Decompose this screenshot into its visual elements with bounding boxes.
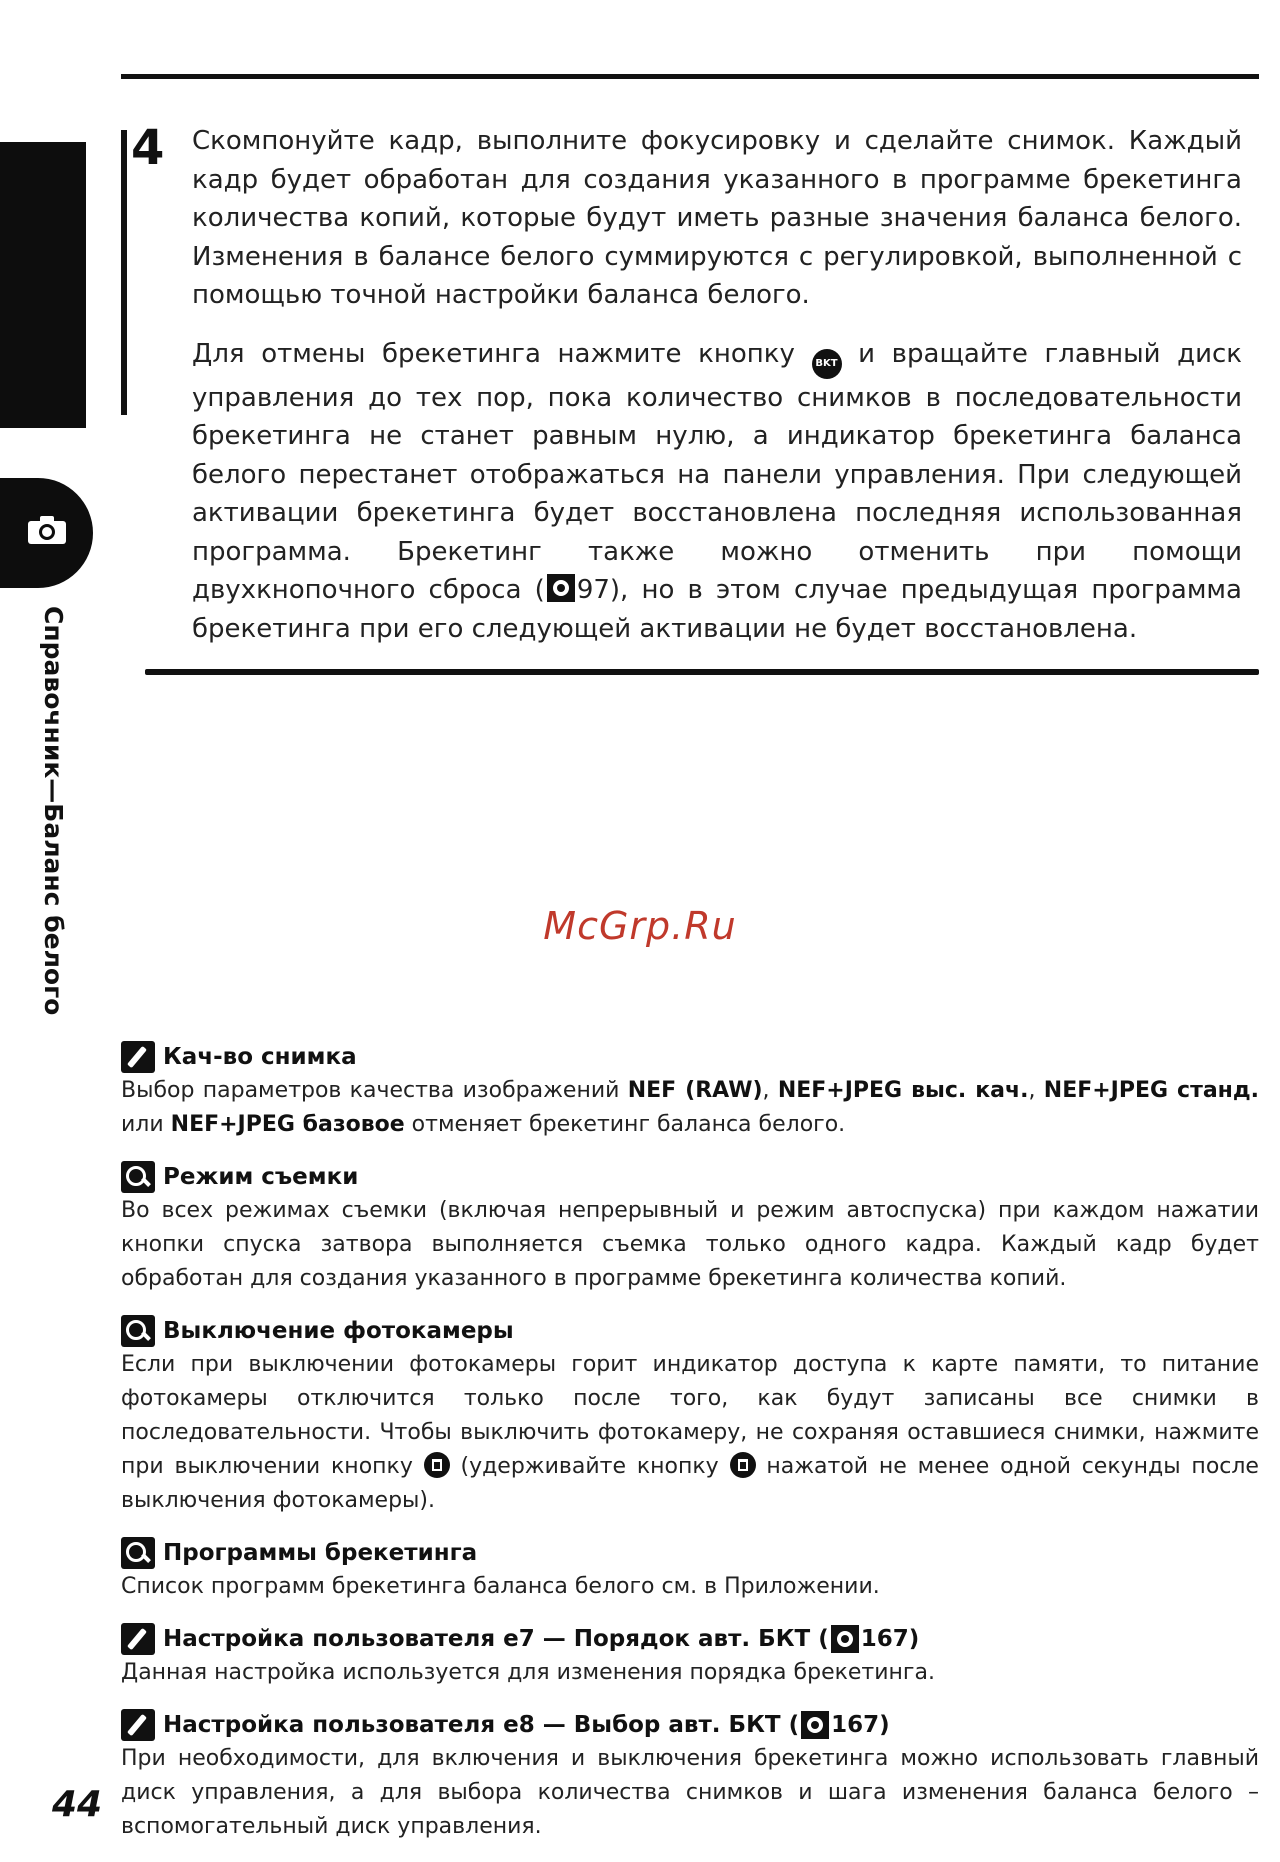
section-tab [0, 478, 93, 588]
page-reference-icon [801, 1711, 829, 1739]
note-body: Если при выключении фотокамеры горит индикатор доступа к карте памяти, то питание фотокамеры отключится только после того, как будут записаны все снимки в последовательности. Чтобы выключить фотокамеру, не сохраняя оставшиеся снимки, нажмите при выключении кнопку (удерживайте кнопку нажатой не менее одной секунды после выключения фотокамеры). [121, 1352, 1259, 1513]
step-text-part-c: ), но в этом случае предыдущая программа брекетинга при его следующей активации не будет восстановлена. [192, 575, 1242, 644]
note-title-text: Выключение фотокамеры [163, 1318, 514, 1344]
note-title: Настройка пользователя e7 — Порядок авт. БКТ ( 167 ) [121, 1622, 1259, 1656]
note-body: Список программ брекетинга баланса белого см. в Приложении. [121, 1574, 880, 1599]
camera-icon [28, 516, 66, 544]
step-text-part-a: Для отмены брекетинга нажмите кнопку [192, 338, 795, 369]
page-number: 44 [52, 1784, 103, 1825]
note-body: Во всех режимах съемки (включая непрерывный и режим автоспуска) при каждом нажатии кнопки спуска затвора выполняется съемка только одного кадра. Каждый кадр будет обработан для создания указанного в программе брекетинга количества копий. [121, 1198, 1259, 1291]
step-page-ref: 97 [576, 575, 610, 605]
watermark: McGrp.Ru [543, 904, 737, 948]
note-image-quality [121, 1040, 1259, 1142]
note-bracketing-programs [121, 1536, 1259, 1604]
page-reference-icon [547, 574, 575, 602]
note-body: Данная настройка используется для изменения порядка брекетинга. [121, 1660, 935, 1685]
bkt-button-icon: BKT [812, 349, 842, 379]
note-camera-off [121, 1314, 1259, 1518]
step-body [192, 122, 1242, 668]
note-title [121, 1314, 1259, 1348]
delete-button-icon [730, 1452, 756, 1478]
pencil-icon [121, 1623, 155, 1655]
note-custom-e7 [121, 1622, 1259, 1690]
note-title-text: Кач-во снимка [163, 1044, 357, 1070]
pencil-icon [121, 1709, 155, 1741]
note-body: Выбор параметров качества изображений NEF (RAW), NEF+JPEG выс. кач., NEF+JPEG станд. или NEF+JPEG базовое отменяет брекетинг баланса белого. [121, 1078, 1259, 1137]
side-tab-bar [0, 142, 86, 428]
page-reference-icon [831, 1625, 859, 1653]
top-rule [121, 74, 1259, 79]
note-title: Настройка пользователя e8 — Выбор авт. БКТ ( 167 ) [121, 1708, 1259, 1742]
step-number: 4 [131, 120, 165, 176]
magnifier-icon [121, 1315, 155, 1347]
step-marker-bar [121, 130, 127, 415]
note-custom-e8 [121, 1708, 1259, 1844]
pencil-icon [121, 1041, 155, 1073]
magnifier-icon [121, 1161, 155, 1193]
note-title [121, 1160, 1259, 1194]
note-body: При необходимости, для включения и выключения брекетинга можно использовать главный диск управления, а для выбора количества снимков и шага изменения баланса белого – вспомогательный диск управления. [121, 1746, 1259, 1839]
note-shooting-mode [121, 1160, 1259, 1296]
note-title-text: Режим съемки [163, 1164, 359, 1190]
delete-button-icon [424, 1452, 450, 1478]
step-paragraph-2 [192, 335, 1242, 649]
section-label: Справочник—Баланс белого [39, 606, 68, 1016]
bottom-rule [145, 669, 1259, 675]
step-paragraph-1: Скомпонуйте кадр, выполните фокусировку и сделайте снимок. Каждый кадр будет обработан для создания указанного в программе брекетинга количества копий, которые будут иметь разные значения баланса белого. Изменения в балансе белого суммируются с регулировкой, выполненной с помощью точной настройки баланса белого. [192, 126, 1242, 310]
note-title-text: Программы брекетинга [163, 1540, 478, 1566]
magnifier-icon [121, 1537, 155, 1569]
note-title [121, 1040, 1259, 1074]
notes-section [121, 1040, 1259, 1862]
step-text-part-b: и вращайте главный диск управления до тех пор, пока количество снимков в последовательности брекетинга не станет равным нулю, а индикатор брекетинга баланса белого перестанет отображаться на панели управления. При следующей активации брекетинга будет восстановлена последняя использованная программа. Брекетинг также можно отменить при помощи двухкнопочного сброса ( [192, 338, 1243, 605]
note-title [121, 1536, 1259, 1570]
